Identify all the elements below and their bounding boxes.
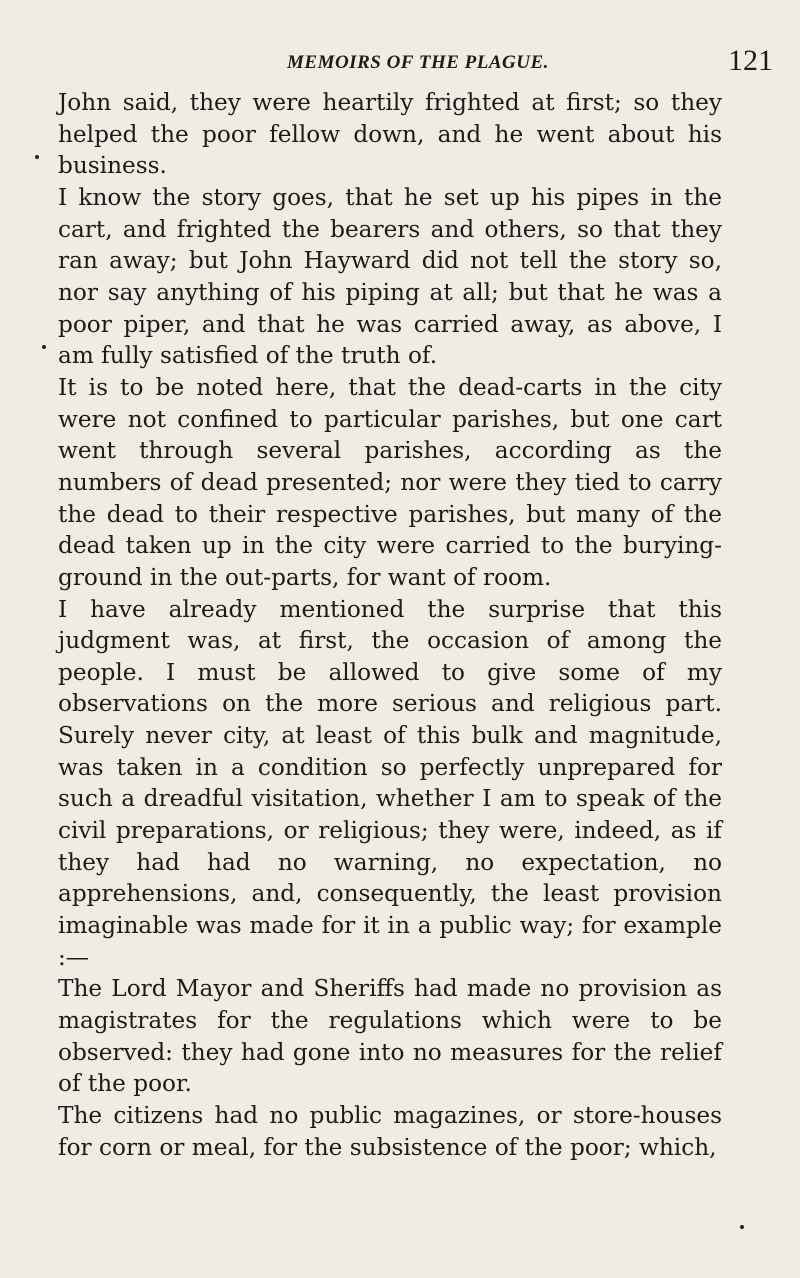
paragraph-4: I have already mentioned the surprise that this judgment was, at first, the occasion of among the people. I must be allowed to give some of my observations on the more serious and religious part. Surely never city, at least of this bulk and magnitude, was taken in a condition so perfectly unprepared for such a dreadful visitation, whether I am to speak of the civil preparations, or religious; they were, indeed, as if they had had no warning, no expectation, no apprehensions, and, consequently, the least provision imaginable was made for it in a public way; for example :—	[58, 595, 722, 971]
page-header	[0, 44, 800, 84]
paragraph-1: John said, they were heartily frighted at first; so they helped the poor fellow down, and he went about his business.	[58, 89, 722, 180]
margin-ink-mark	[740, 1225, 744, 1229]
paragraph-3: It is to be noted here, that the dead-carts in the city were not confined to particular parishes, but one cart went through several parishes, according as the numbers of dead presented; nor were they tied to carry the dead to their respective parishes, but many of the dead taken up in the city were carried to the burying-ground in the out-parts, for want of room.	[58, 373, 722, 591]
page-number: 121	[728, 44, 773, 77]
body-text	[58, 87, 722, 1163]
paragraph-6: The citizens had no public magazines, or store-houses for corn or meal, for the subsistence of the poor; which,	[58, 1102, 722, 1161]
margin-ink-mark	[42, 345, 46, 349]
margin-ink-mark	[35, 155, 39, 159]
paragraph-2: I know the story goes, that he set up his pipes in the cart, and frighted the bearers and others, so that they ran away; but John Hayward did not tell the story so, nor say anything of his piping at all; but that he was a poor piper, and that he was carried away, as above, I am fully satisfied of the truth of.	[58, 183, 722, 370]
paragraph-5: The Lord Mayor and Sheriffs had made no provision as magistrates for the regulations which were to be observed: they had gone into no measures for the relief of the poor.	[58, 975, 722, 1098]
running-title: MEMOIRS OF THE PLAGUE.	[287, 52, 549, 73]
